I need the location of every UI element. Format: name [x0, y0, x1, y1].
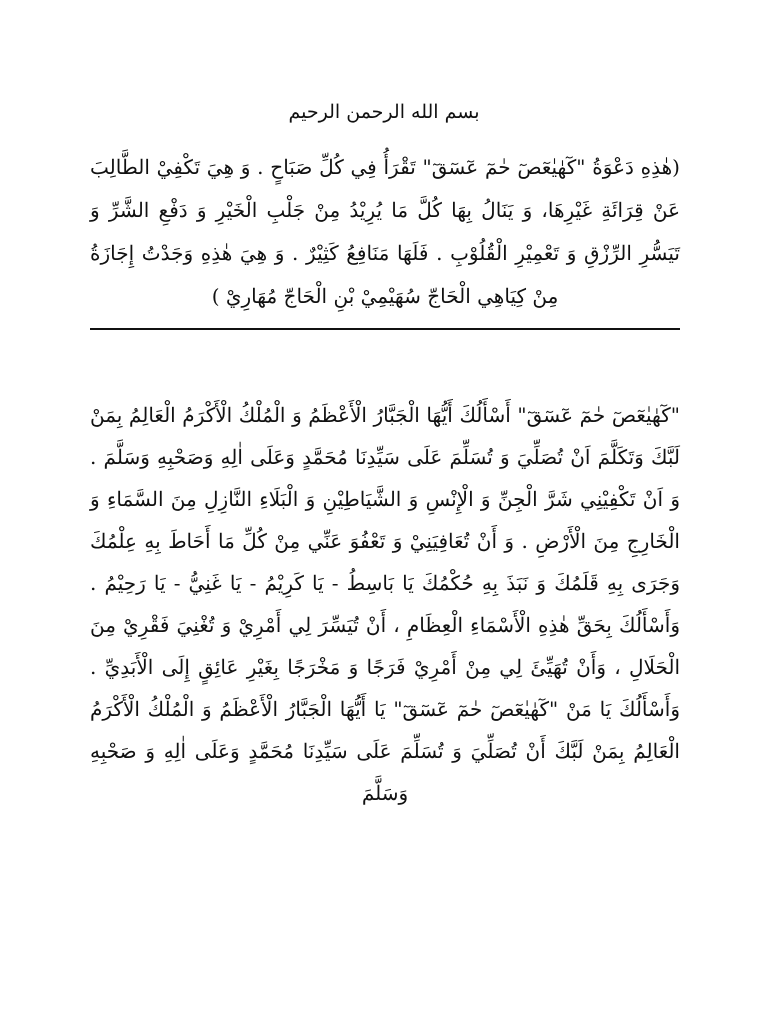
basmala-heading: بسم الله الرحمن الرحيم — [288, 101, 480, 123]
intro-paragraph: (هٰذِهِ دَعْوَةُ "كٓهٰيٰعٓصٓ حٰمٓ عٓسٓقٓ" تَقْرَأُ فِي كُلِّ صَبَاحٍ . وَ هِيَ تَكْفِيْ الطَّالِبَ عَنْ قِرَائَةِ غَيْرِهَا، وَ يَنَالُ بِهَا كُلَّ مَا يُرِيْدُ مِنْ جَلْبِ الْخَيْرِ وَ دَفْعِ الشَّرِّ وَ تَيَسُّرِ الرِّزْقِ وَ تَعْمِيْرِ الْقُلُوْبِ . فَلَهَا مَنَافِعُ كَثِيْرٌ . وَ هِيَ هٰذِهِ وَجَدْتُ إِجَازَةُ مِنْ كِيَاهِي الْحَاجّ سُهَيْمِيْ بْنِ الْحَاجّ مُهَارِيْ ) — [90, 155, 680, 308]
horizontal-divider — [90, 328, 680, 330]
prayer-paragraph: "كٓهٰيٰعٓصٓ حٰمٓ عٓسٓقٓ" أَسْأَلُكَ أَيُّهَا الْجَبَّارُ الْأَعْظَمُ وَ الْمُلْكُ الْأَكْرَمُ الْعَالِمُ بِمَنْ لَبَّكَ وَتَكَلَّمَ اَنْ تُصَلِّيَ وَ تُسَلِّمَ عَلَى سَيِّدِنَا مُحَمَّدٍ وَعَلَى اٰلِهِ وَصَحْبِهِ وَسَلَّمَ . وَ اَنْ تَكْفِيْنِي شَرَّ الْجِنِّ وَ الْإِنْسِ وَ الشَّيَاطِيْنِ وَ الْبَلَاءِ النَّازِلِ مِنَ السَّمَاءِ وَ الْخَارِجِ مِنَ الْأَرْضِ . وَ أَنْ تُعَافِيَنِيْ وَ تَعْفُوَ عَنِّي مِنْ كُلِّ مَا أَحَاطَ بِهِ عِلْمُكَ وَجَرَى بِهِ قَلَمُكَ وَ نَبَذَ بِهِ حُكْمُكَ يَا بَاسِطُ - يَا كَرِيْمُ - يَا غَنِيُّ - يَا رَحِيْمُ . وَأَسْأَلُكَ بِحَقِّ هٰذِهِ الْأَسْمَاءِ الْعِظَامِ ، أَنْ تُيَسِّرَ لِي أَمْرِيْ وَ تُغْنِيَ فَقْرِيْ مِنَ الْحَلَالِ ، وَأَنْ تُهَيِّئَ لِي مِنْ أَمْرِيْ فَرَجًا وَ مَخْرَجًا بِغَيْرِ عَائِقٍ إِلَى الْأَبَدِيِّ . وَأَسْأَلُكَ يَا مَنْ "كٓهٰيٰعٓصٓ حٰمٓ عٓسٓقٓ" يَا أَيُّهَا الْجَبَّارُ الْأَعْظَمُ وَ الْمُلْكُ الْأَكْرَمُ الْعَالِمُ بِمَنْ لَبَّكَ أَنْ تُصَلِّيَ وَ تُسَلِّمَ عَلَى سَيِّدِنَا مُحَمَّدٍ وَعَلَى اٰلِهِ وَ صَحْبِهِ وَسَلَّمَ — [90, 403, 680, 805]
